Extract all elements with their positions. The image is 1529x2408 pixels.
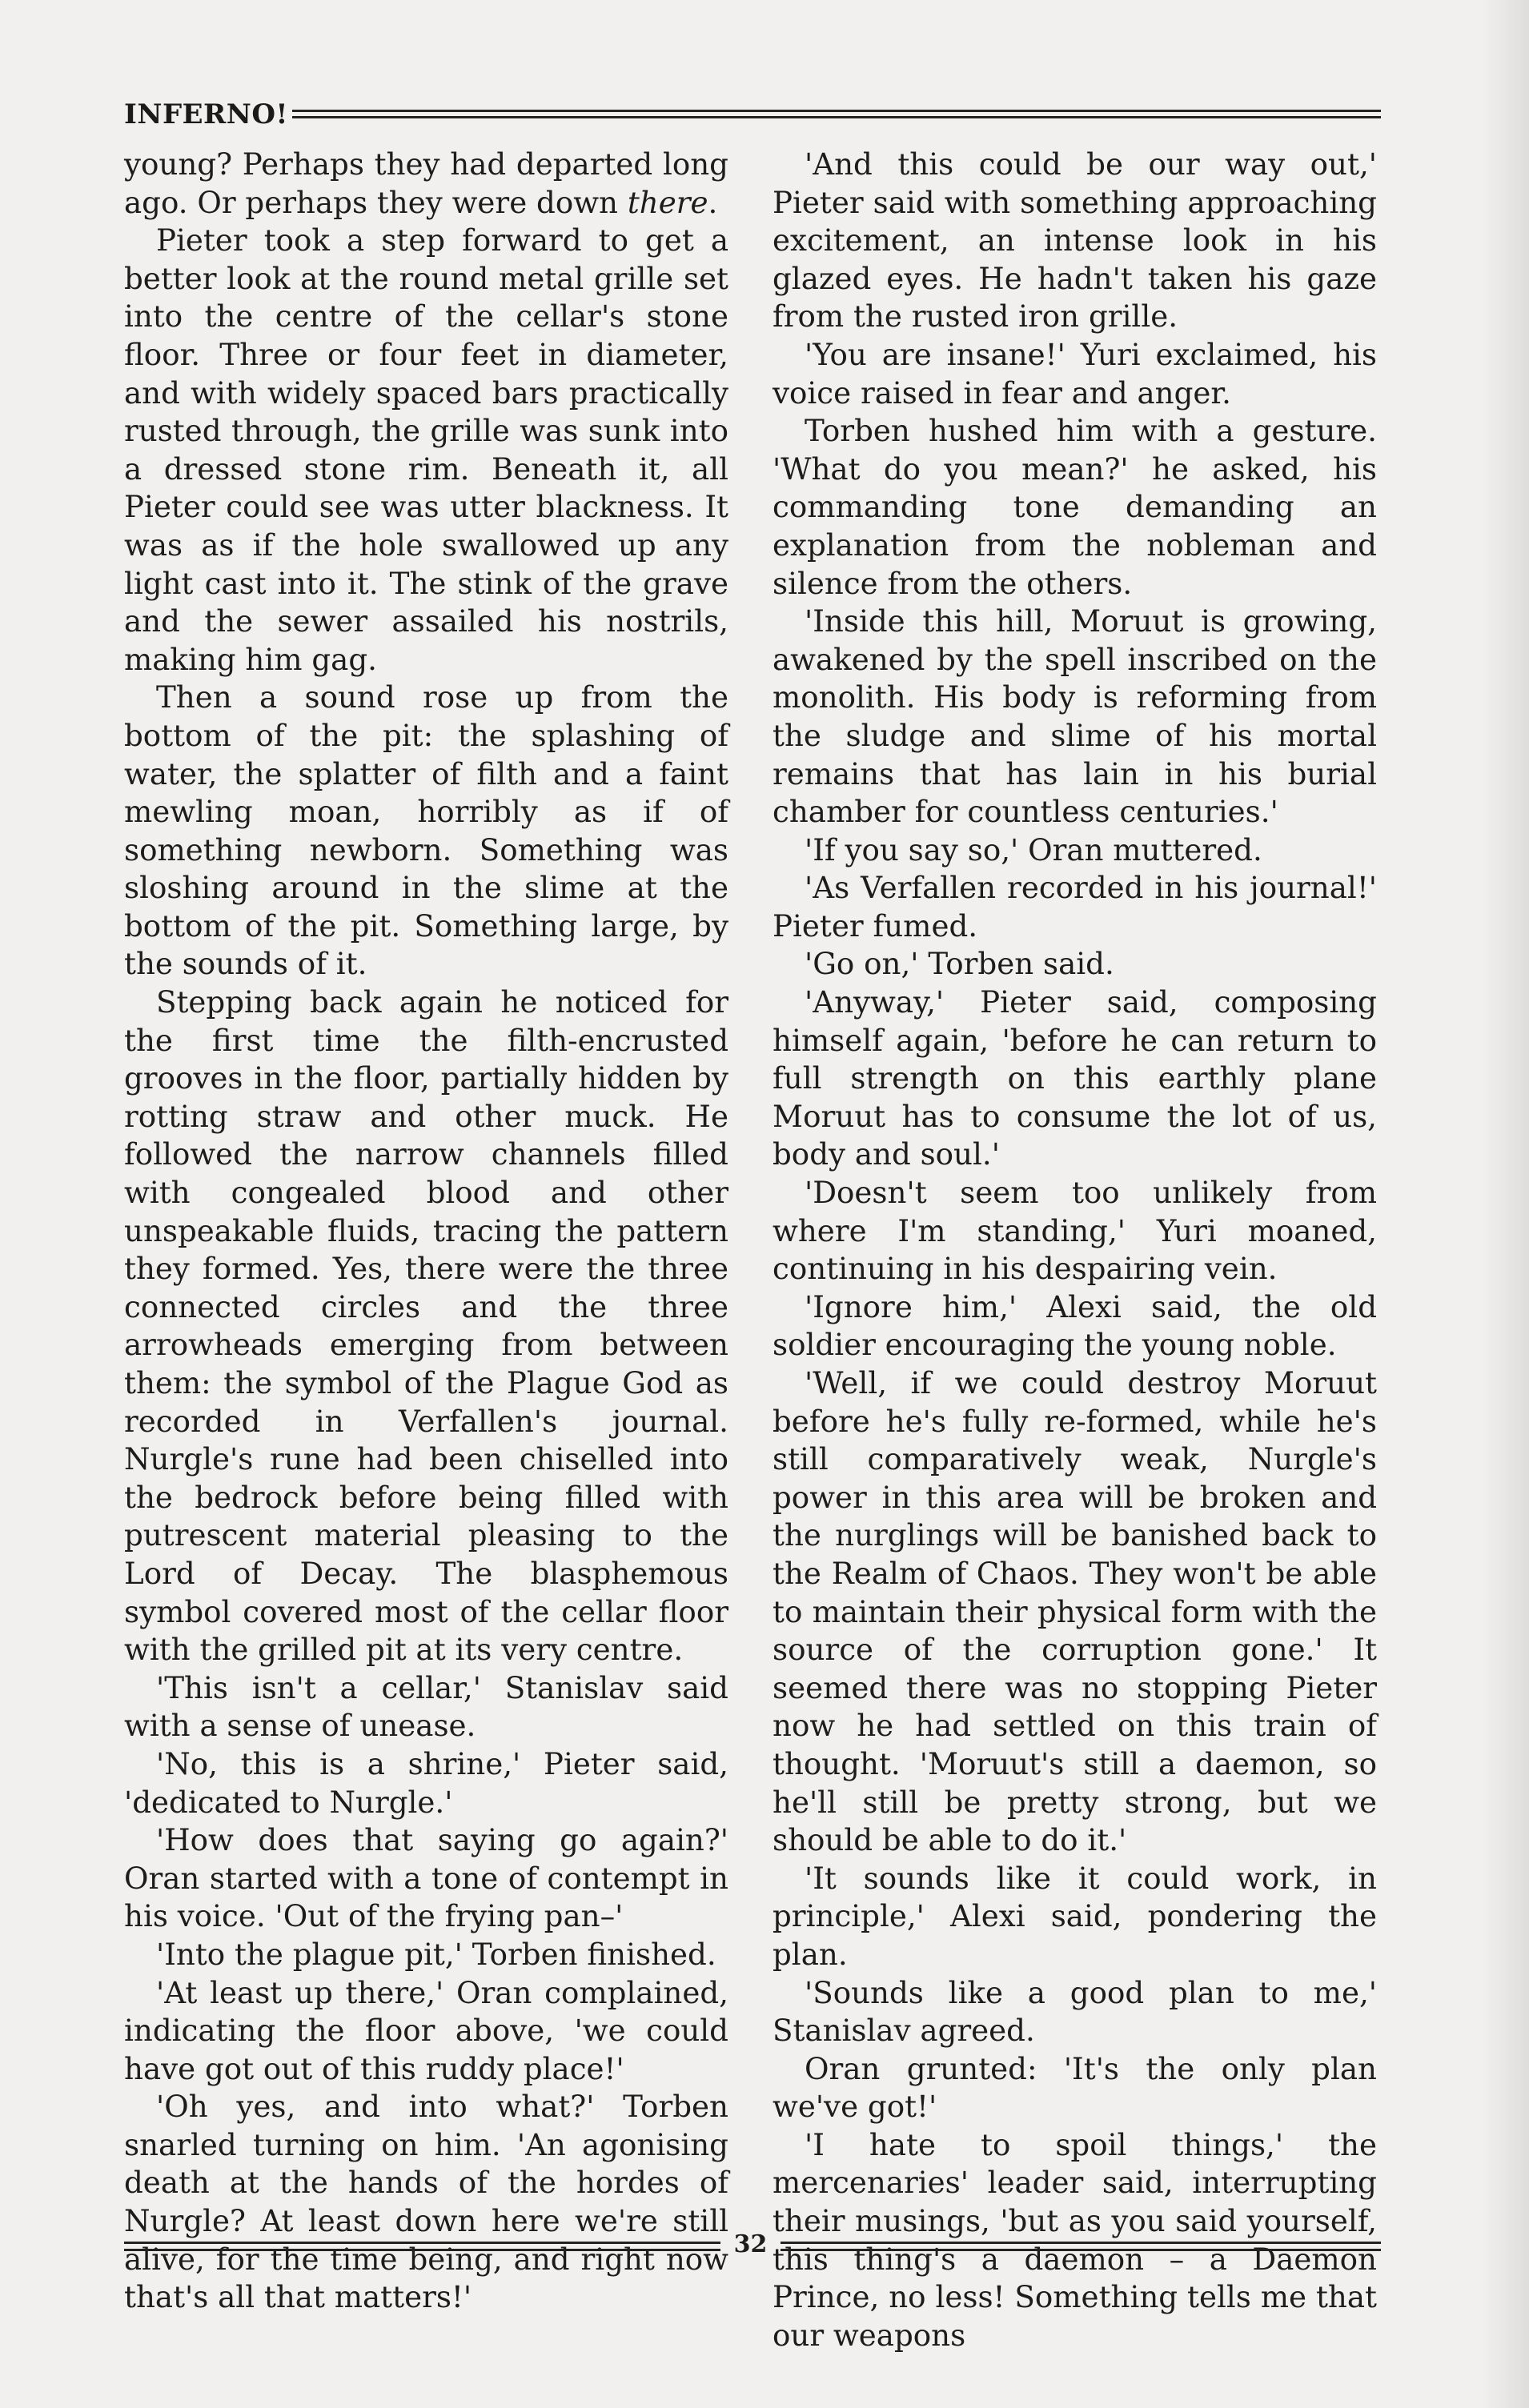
paragraph: Torben hushed him with a gesture. 'What do you mean?' he asked, his commanding tone demanding an explanation from the nobleman and silence from the others. <box>773 413 1377 601</box>
paragraph: Oran grunted: 'It's the only plan we've got!' <box>773 2050 1377 2125</box>
paragraph: 'Go on,' Torben said. <box>805 946 1114 982</box>
paragraph: 'Sounds like a good plan to me,' Stanislav agreed. <box>773 1974 1377 2049</box>
paragraph: Stepping back again he noticed for the first time the filth-encrusted grooves in the floor, partially hidden by rotting straw and other muck. He followed the narrow channels filled with congealed blood and other unspeakable fluids, tracing the pattern they formed. Yes, there were the three connected circles and the three arrowheads emerging from between them: the symbol of the Plague God as recorded in Verfallen's journal. Nurgle's rune had been chiselled into the bedrock before being filled with putrescent material pleasing to the Lord of Decay. The blasphemous symbol covered most of the cellar floor with the grilled pit at its very centre. <box>124 984 728 1668</box>
page-edge-shadow <box>1481 0 1529 2408</box>
paragraph: 'Ignore him,' Alexi said, the old soldier encouraging the young noble. <box>773 1288 1377 1363</box>
paragraph: 'I hate to spoil things,' the mercenaries' leader said, interrupting their musings, 'but as you said yourself, this thing's a daemon – a Daemon Prince, no less! Something tells me that our weapons <box>773 2126 1377 2353</box>
paragraph: 'Oh yes, and into what?' Torben snarled turning on him. 'An agonising death at the hands of the hordes of Nurgle? At least down here we're still alive, for the time being, and right now that's all that matters!' <box>124 2089 728 2315</box>
paragraph: Pieter took a step forward to get a better look at the round metal grille set into the centre of the cellar's stone floor. Three or four feet in diameter, and with widely spaced bars practically rusted through, the grille was sunk into a dressed stone rim. Beneath it, all Pieter could see was utter blackness. It was as if the hole swallowed up any light cast into it. The stink of the grave and the sewer assailed his nostrils, making him gag. <box>124 222 728 677</box>
emphasis: there <box>627 184 708 220</box>
page-footer <box>124 2225 1381 2265</box>
footer-rule-left <box>124 2242 720 2251</box>
paragraph: 'Inside this hill, Moruut is growing, awakened by the spell inscribed on the monolith. His body is reforming from the sludge and slime of his mortal remains that has lain in his burial chamber for countless centuries.' <box>773 603 1377 830</box>
paragraph: 'Into the plague pit,' Torben finished. <box>156 1936 716 1972</box>
paragraph: 'And this could be our way out,' Pieter said with something approaching excitement, an intense look in his glazed eyes. He hadn't taken his gaze from the rusted iron grille. <box>773 146 1377 335</box>
footer-rule-right <box>781 2242 1381 2251</box>
paragraph: Then a sound rose up from the bottom of the pit: the splashing of water, the splatter of filth and a faint mewling moan, horribly as if of something newborn. Something was sloshing around in the slime at the bottom of the pit. Something large, by the sounds of it. <box>124 679 728 982</box>
running-header <box>124 94 1381 134</box>
paragraph: 'No, this is a shrine,' Pieter said, 'dedicated to Nurgle.' <box>124 1745 728 1820</box>
book-title: INFERNO! <box>124 98 288 130</box>
header-rule <box>292 110 1381 118</box>
paragraph: 'As Verfallen recorded in his journal!' Pieter fumed. <box>773 870 1377 944</box>
paragraph: 'You are insane!' Yuri exclaimed, his voice raised in fear and anger. <box>773 336 1377 411</box>
paragraph: 'How does that saying go again?' Oran started with a tone of contempt in his voice. 'Out of the frying pan–' <box>124 1822 728 1934</box>
page-number: 32 <box>733 2230 768 2258</box>
paragraph: 'Well, if we could destroy Moruut before he's fully re-formed, while he's still comparatively weak, Nurgle's power in this area will be broken and the nurglings will be banished back to the Realm of Chaos. They won't be able to maintain their physical form with the source of the corruption gone.' It seemed there was no stopping Pieter now he had settled on this train of thought. 'Moruut's still a daemon, so he'll still be pretty strong, but we should be able to do it.' <box>773 1365 1377 1858</box>
paragraph: 'At least up there,' Oran complained, indicating the floor above, 'we could have got out of this ruddy place!' <box>124 1974 728 2086</box>
left-column <box>124 146 728 2317</box>
paragraph: 'This isn't a cellar,' Stanislav said with a sense of unease. <box>124 1669 728 1744</box>
paragraph: 'It sounds like it could work, in principle,' Alexi said, pondering the plan. <box>773 1860 1377 1972</box>
paragraph: 'Anyway,' Pieter said, composing himself again, 'before he can return to full strength on this earthly plane Moruut has to consume the lot of us, body and soul.' <box>773 984 1377 1172</box>
paragraph: 'If you say so,' Oran muttered. <box>805 831 1262 867</box>
paragraph: young? Perhaps they had departed long ago. Or perhaps they were down there. <box>124 146 728 220</box>
paragraph: 'Doesn't seem too unlikely from where I'm standing,' Yuri moaned, continuing in his despairing vein. <box>773 1175 1377 1287</box>
right-column <box>773 146 1377 2354</box>
